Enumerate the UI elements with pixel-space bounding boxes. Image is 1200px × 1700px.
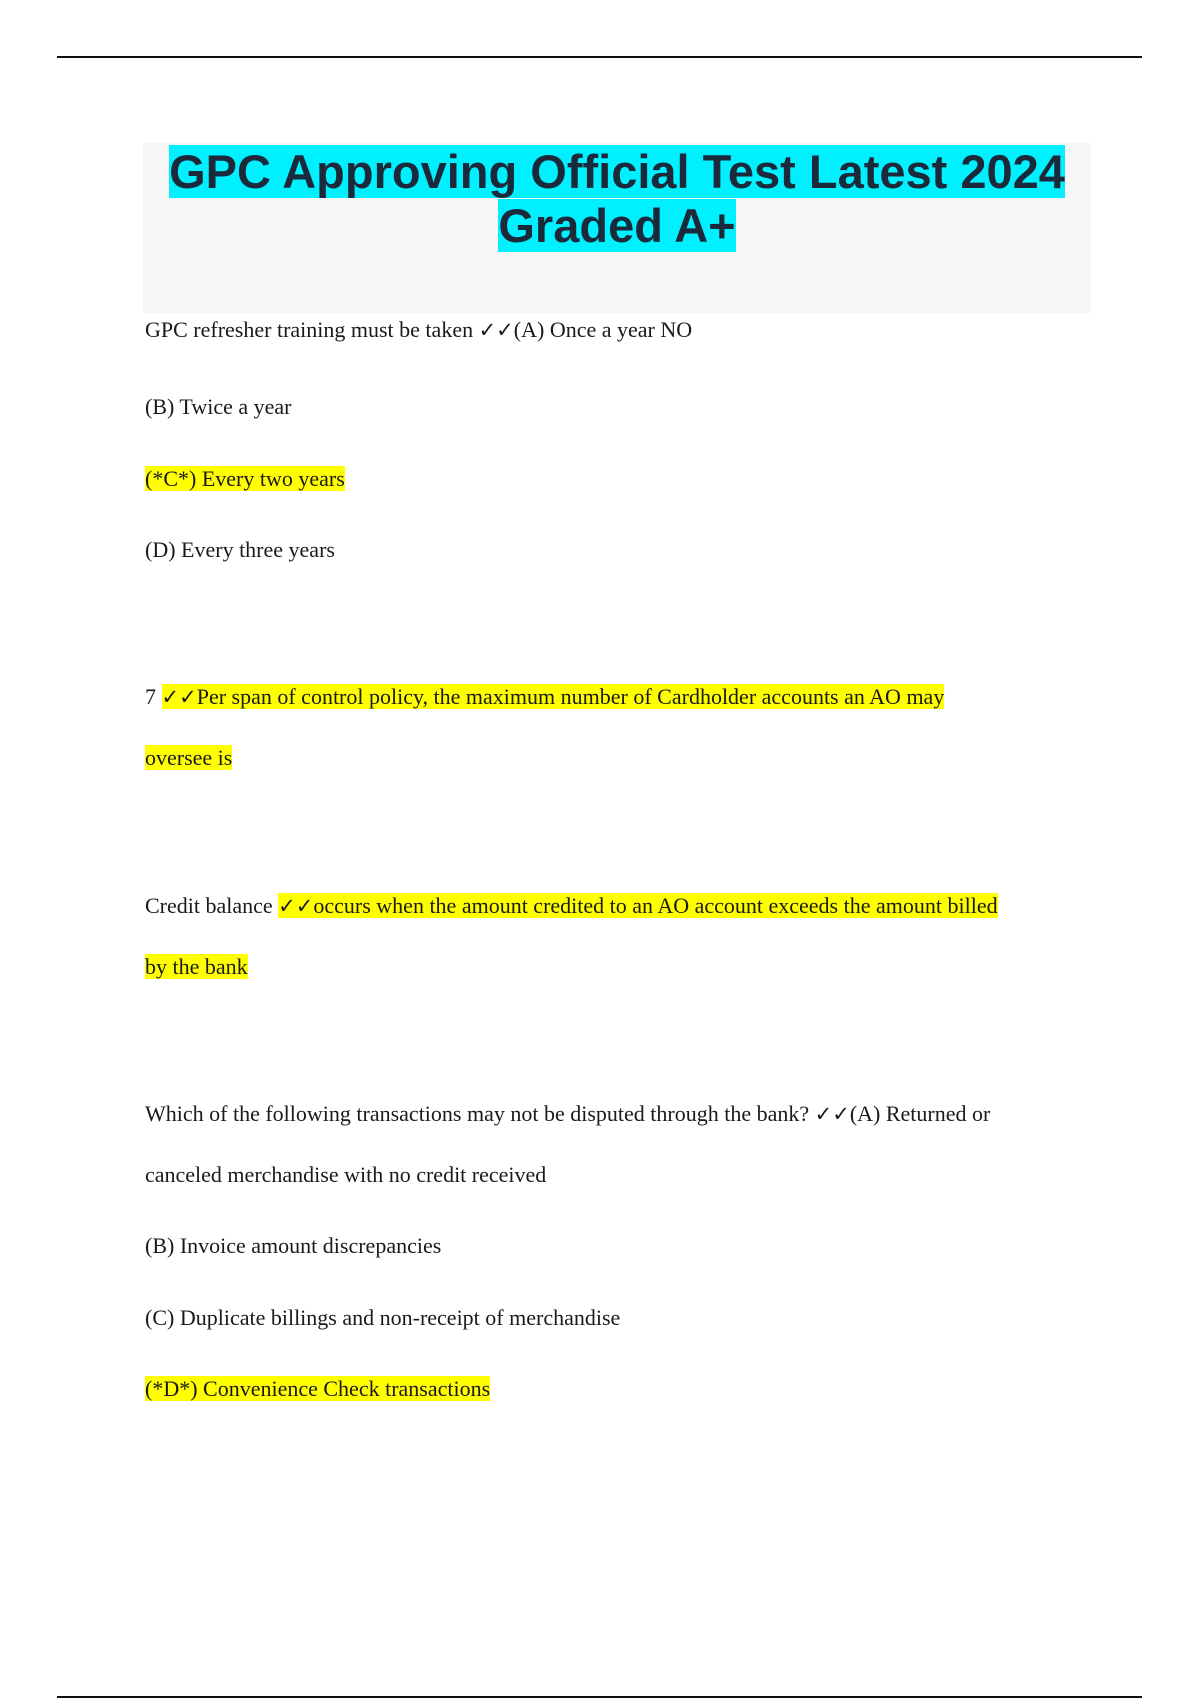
double-check-icon: ✓✓ [478,318,514,342]
bottom-rule [57,1696,1142,1698]
question-2-line-1 [145,683,944,711]
question-4-line-1 [145,1100,990,1128]
question-1-option-c: (*C*) Every two years [145,466,345,491]
question-3-stem: Credit balance [145,893,273,918]
question-4-option-c: (C) Duplicate billings and non-receipt of merchandise [145,1305,621,1330]
question-3-line-1 [145,892,998,920]
question-1-stem: GPC refresher training must be taken [145,317,474,342]
question-1-option-a: (A) Once a year NO [513,317,693,342]
document-title [143,145,1091,253]
double-check-icon: ✓✓ [814,1102,850,1126]
question-4-option-a: (A) Returned or [849,1101,991,1126]
question-1-option-b: (B) Twice a year [145,394,292,419]
question-3-line-2: by the bank [145,954,248,979]
question-1-line [145,316,692,344]
question-3-answer: ✓✓occurs when the amount credited to an AO account exceeds the amount billed [278,893,998,918]
double-check-icon: ✓✓ [161,685,197,709]
question-4-line-2: canceled merchandise with no credit received [145,1162,547,1187]
top-rule [57,56,1142,58]
question-2-answer: ✓✓Per span of control policy, the maximum number of Cardholder accounts an AO may [161,684,945,709]
title-line-2: Graded A+ [498,199,736,252]
double-check-icon: ✓✓ [278,894,314,918]
title-line-1: GPC Approving Official Test Latest 2024 [169,145,1065,198]
question-4-stem: Which of the following transactions may not be disputed through the bank? [145,1101,810,1126]
question-2-line-2: oversee is [145,745,233,770]
question-2-stem: 7 [145,684,156,709]
question-4-option-d: (*D*) Convenience Check transactions [145,1376,491,1401]
question-4-option-b: (B) Invoice amount discrepancies [145,1233,442,1258]
question-1-option-d: (D) Every three years [145,537,335,562]
